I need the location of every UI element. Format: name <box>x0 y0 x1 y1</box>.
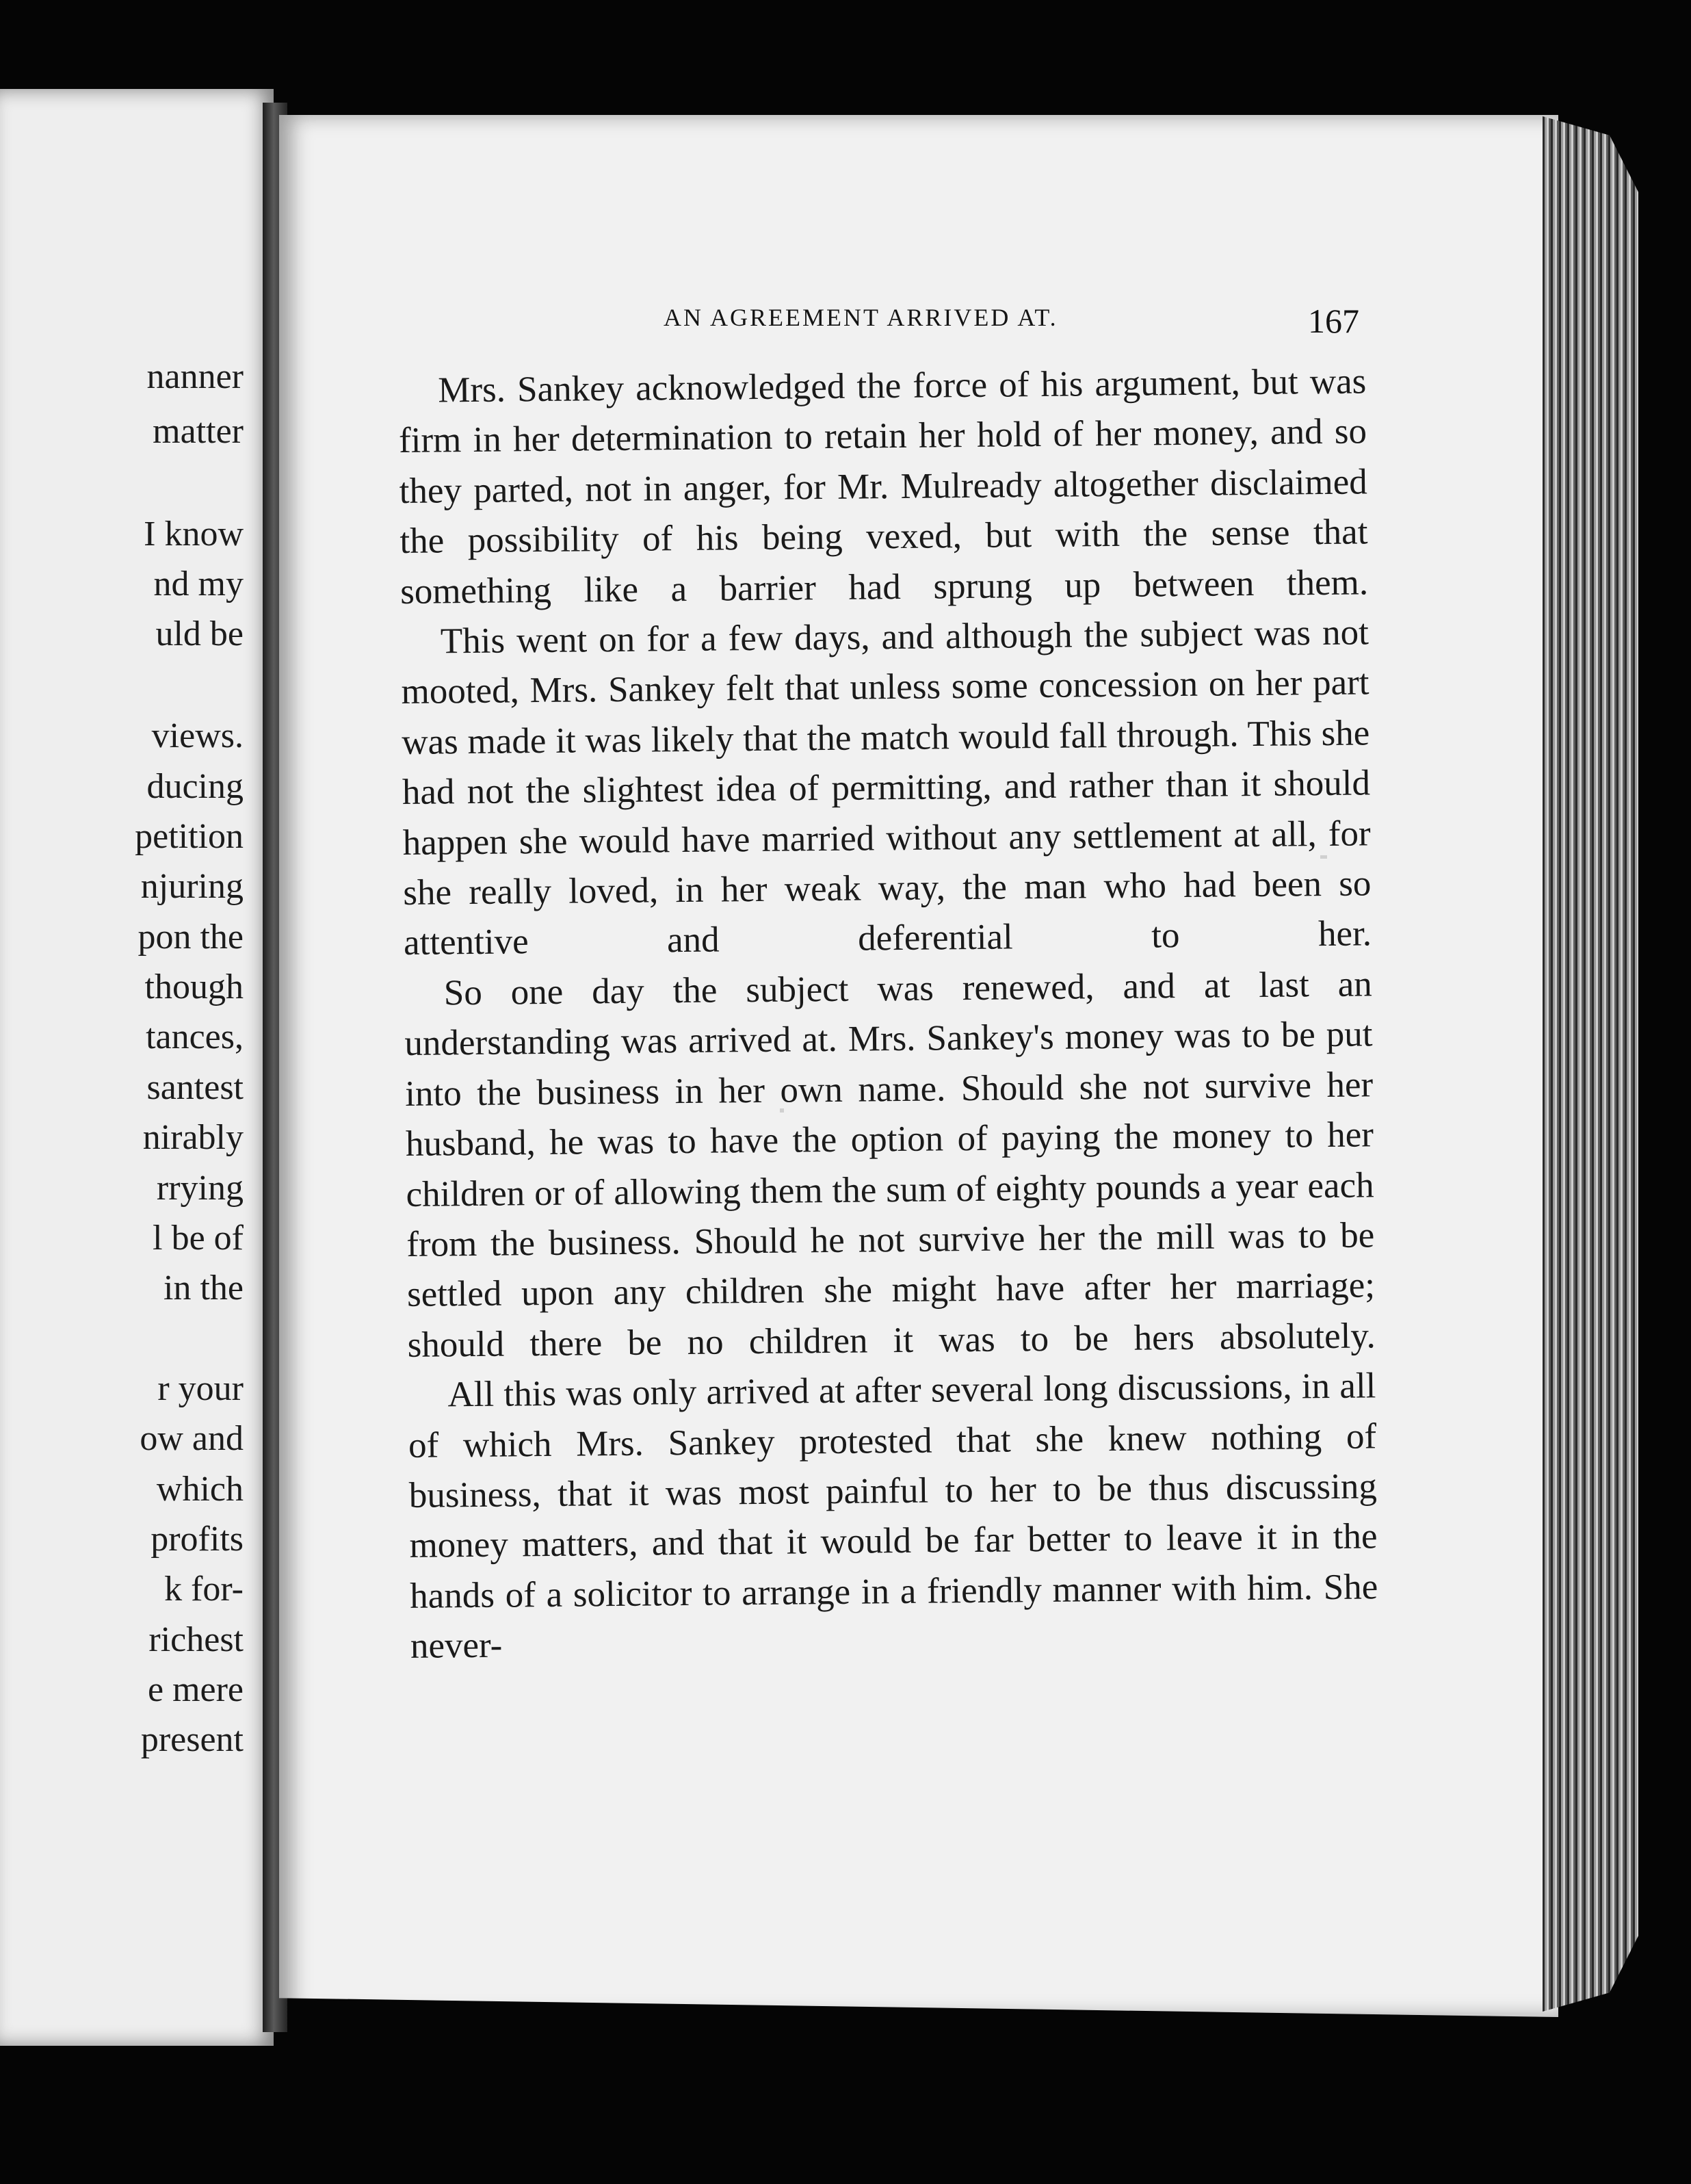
left-page-line: though <box>144 967 244 1006</box>
left-page-line: l be of <box>153 1219 244 1258</box>
left-page-line: santest <box>146 1068 244 1107</box>
left-page-line: tances, <box>146 1017 244 1056</box>
page-number: 167 <box>1308 302 1359 340</box>
paragraph-3: So one day the subject was renewed, and at last an understanding was arrived at. Mrs. Sankey's money was to be put into the business in her own name. Should she not survive her husband, he was to have the option of paying the money to her children or of allowing them the sum of eighty pounds a year each from the business. Should he not survive her the mill was to be settled upon any children she might have after her marriage; should there be no children it was to be hers absolutely. <box>404 964 1376 1365</box>
paragraph-1: Mrs. Sankey acknowledged the force of his argument, but was firm in her determination to retain her hold of her money, and so they parted, not in anger, for Mr. Mulready altogether disclaimed the possibility of his being vexed, but with the sense that something like a barrier had sprung up between them. <box>398 361 1369 612</box>
left-page-line: views. <box>151 716 244 755</box>
left-page-line: nd my <box>153 564 244 603</box>
left-page-line: ducing <box>146 767 244 806</box>
left-page-line: in the <box>163 1269 244 1308</box>
left-page-line: matter <box>153 412 244 451</box>
left-page-line: njuring <box>140 867 244 906</box>
left-page-line: uld be <box>155 614 244 653</box>
left-page-line: r your <box>157 1369 244 1408</box>
left-page-line: profits <box>150 1520 244 1559</box>
left-page <box>0 89 274 2046</box>
left-page-line: which <box>156 1470 244 1509</box>
left-page-line: I know <box>144 515 244 554</box>
left-page-line: k for- <box>164 1570 244 1609</box>
paragraph-2: This went on for a few days, and although the subject was not mooted, Mrs. Sankey felt that unless some concession on her part was made it was likely that the match would fall through. This she had not the slightest idea of permitting, and rather than it should happen she would have married without any settlement at all, for she really loved, in her weak way, the man who had been so attentive and deferential to her. <box>401 612 1372 963</box>
left-page-line: nirably <box>142 1118 244 1157</box>
paragraph-4: All this was only arrived at after several long discussions, in all of which Mrs. Sankey protested that she knew nothing of business, that it was most painful to her to be thus discussing money matters, and that it would be far better to leave it in the hands of a solicitor to arrange in a friendly manner with him. She never- <box>408 1366 1378 1667</box>
left-page-line: pon the <box>137 918 244 957</box>
left-page-line: e mere <box>147 1670 244 1709</box>
body-text <box>398 356 1378 1672</box>
left-page-line: richest <box>148 1620 244 1659</box>
page-edges <box>1543 116 1638 2012</box>
left-page-line: petition <box>135 817 244 856</box>
running-head: AN AGREEMENT ARRIVED AT. <box>664 304 1058 331</box>
left-page-line: present <box>140 1720 244 1759</box>
left-page-line: rrying <box>156 1169 244 1208</box>
left-page-line: ow and <box>140 1419 244 1458</box>
left-page-line: nanner <box>146 357 244 396</box>
